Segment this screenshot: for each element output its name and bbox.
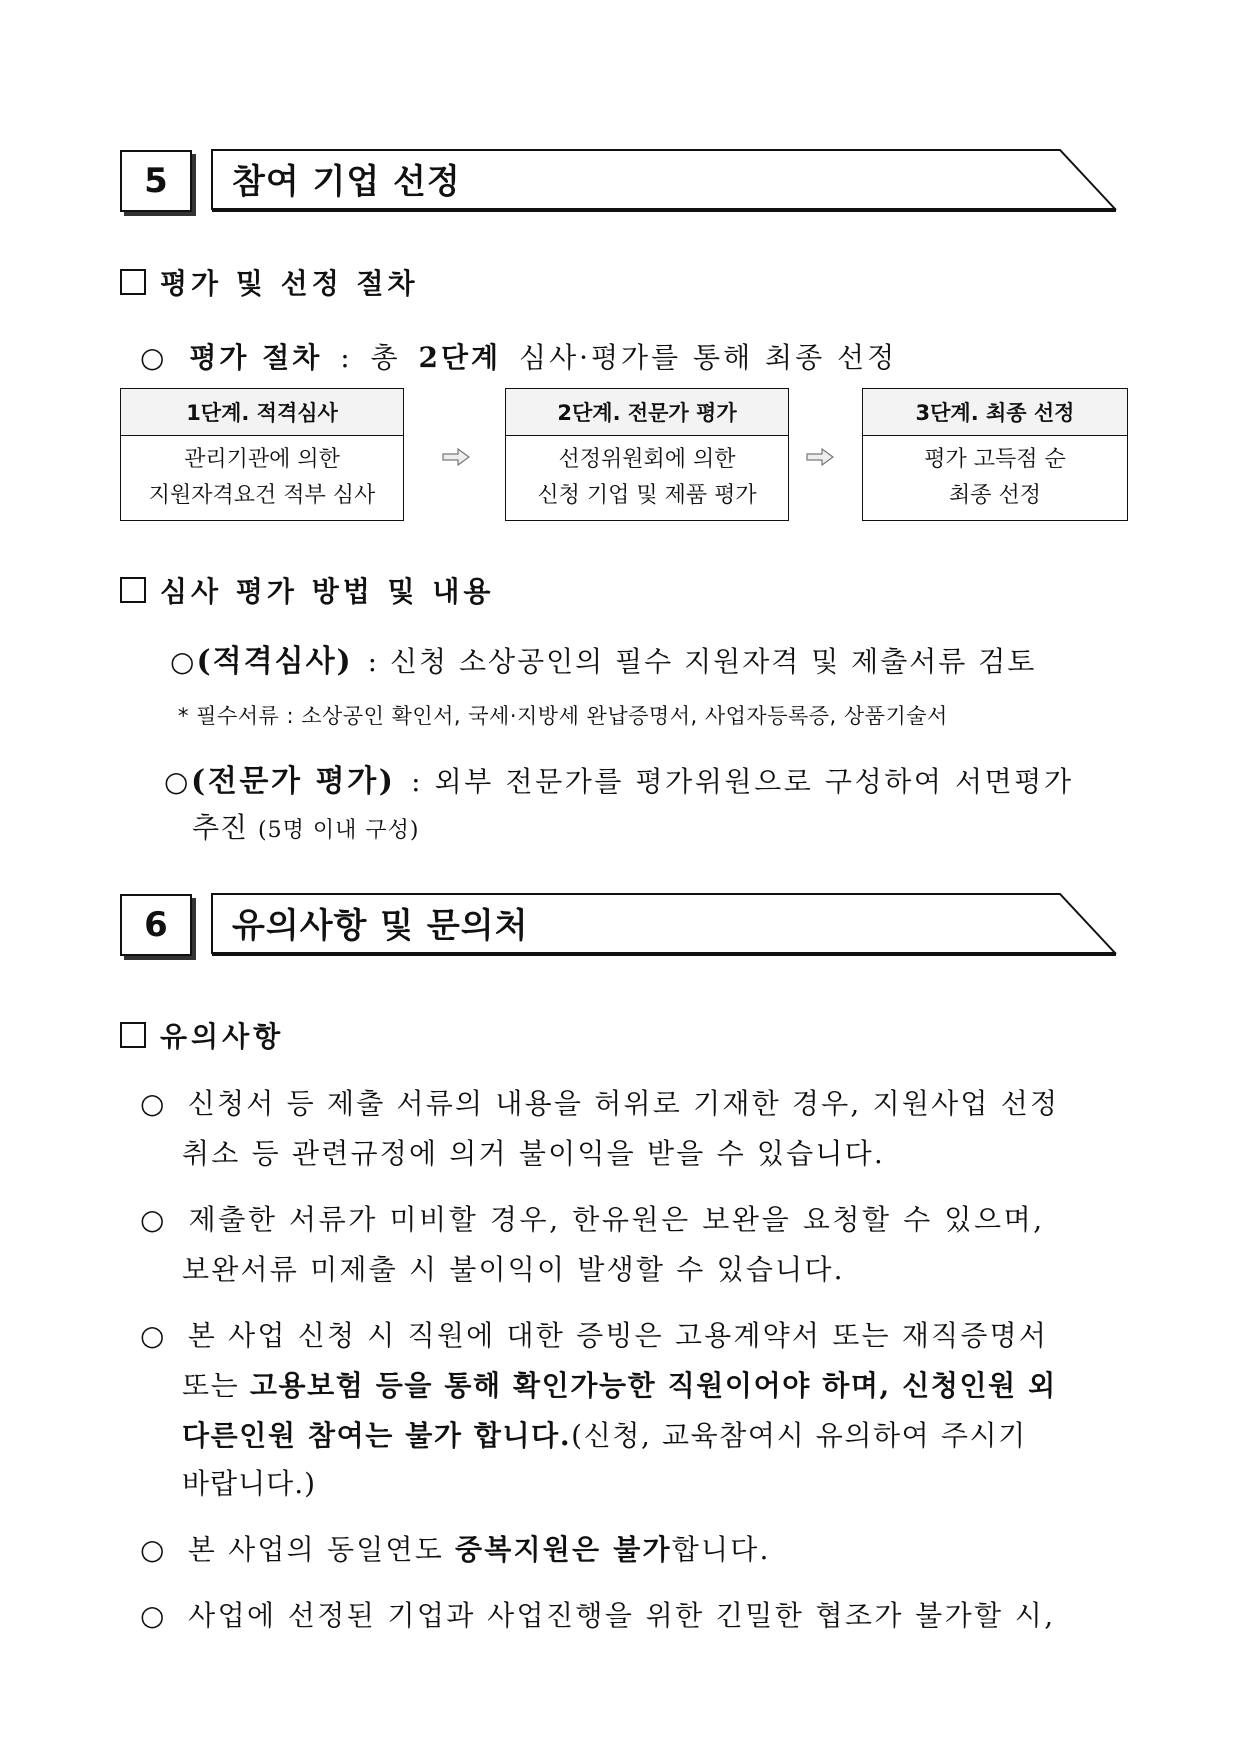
method-item-2 bbox=[164, 756, 1074, 800]
procedure-label: 평가 절차 bbox=[189, 341, 323, 374]
notice-heading bbox=[120, 1015, 284, 1055]
section-5-title-frame bbox=[210, 148, 1120, 214]
notice-item-3-line2 bbox=[182, 1364, 1057, 1404]
bullet-circle: ○ bbox=[140, 1203, 168, 1236]
bullet-circle: ○ bbox=[140, 1599, 167, 1632]
procedure-pre: 총 bbox=[370, 341, 401, 374]
notice-heading-text: 유의사항 bbox=[160, 1020, 285, 1053]
step-2-line2: 신청 기업 및 제품 평가 bbox=[537, 483, 757, 508]
procedure-bold: 2단계 bbox=[418, 341, 502, 374]
notice-item-3-line3-rest: (신청, 교육참여시 유의하여 주시기 bbox=[571, 1419, 1027, 1452]
step-1-line1: 관리기관에 의한 bbox=[184, 447, 340, 472]
notice-item-2 bbox=[140, 1198, 1045, 1238]
notice-item-3-line3 bbox=[182, 1414, 1027, 1454]
step-3-line2: 최종 선정 bbox=[948, 483, 1041, 508]
section-5-number: 5 bbox=[120, 150, 192, 212]
method-heading bbox=[120, 570, 494, 610]
step-2-body bbox=[506, 436, 788, 520]
notice-item-3-line1: 본 사업 신청 시 직원에 대한 증빙은 고용계약서 또는 재직증명서 bbox=[187, 1319, 1049, 1352]
method-item-2-text: : 외부 전문가를 평가위원으로 구성하여 서면평가 bbox=[411, 765, 1074, 798]
notice-item-4-pre: 본 사업의 동일연도 bbox=[187, 1533, 444, 1566]
checkbox-square-icon bbox=[120, 577, 146, 603]
arrow-right-icon bbox=[806, 448, 834, 466]
step-2-box bbox=[505, 388, 789, 521]
notice-item-1 bbox=[140, 1082, 1059, 1122]
notice-item-3-line3-bold: 다른인원 참여는 불가 합니다. bbox=[182, 1419, 572, 1452]
step-3-title: 3단계. 최종 선정 bbox=[863, 389, 1127, 436]
notice-item-5-line1: 사업에 선정된 기업과 사업진행을 위한 긴밀한 협조가 불가할 시, bbox=[188, 1599, 1056, 1632]
notice-item-3-line2-bold: 고용보험 등을 통해 확인가능한 직원이어야 하며, 신청인원 외 bbox=[249, 1369, 1057, 1402]
notice-item-4-bold: 중복지원은 불가 bbox=[455, 1533, 672, 1566]
checkbox-square-icon bbox=[120, 1022, 146, 1048]
procedure-line bbox=[140, 336, 897, 376]
method-heading-text: 심사 평가 방법 및 내용 bbox=[160, 575, 495, 608]
step-2-title: 2단계. 전문가 평가 bbox=[506, 389, 788, 436]
notice-item-4 bbox=[140, 1528, 771, 1568]
method-item-2-line2-small: (5명 이내 구성) bbox=[258, 818, 420, 843]
method-item-2-line2 bbox=[192, 806, 419, 846]
bullet-circle: ○ bbox=[140, 1319, 167, 1352]
procedure-heading bbox=[120, 262, 419, 302]
method-item-2-line2-text: 추진 bbox=[192, 811, 249, 844]
step-2-line1: 선정위원회에 의한 bbox=[558, 447, 736, 472]
step-1-box bbox=[120, 388, 404, 521]
step-3-line1: 평가 고득점 순 bbox=[924, 447, 1066, 472]
notice-item-4-post: 합니다. bbox=[671, 1533, 771, 1566]
method-item-2-label: (전문가 평가) bbox=[191, 764, 396, 799]
bullet-circle: ○ bbox=[140, 1533, 167, 1566]
bullet-circle: ○ bbox=[140, 341, 168, 374]
bullet-circle: ○ bbox=[140, 1087, 167, 1120]
notice-item-1-line1: 신청서 등 제출 서류의 내용을 허위로 기재한 경우, 지원사업 선정 bbox=[187, 1087, 1060, 1120]
notice-item-1-line2: 취소 등 관련규정에 의거 불이익을 받을 수 있습니다. bbox=[182, 1137, 886, 1170]
notice-item-3-line2-pre: 또는 bbox=[182, 1369, 240, 1402]
method-item-1-label: (적격심사) bbox=[196, 644, 353, 679]
procedure-rest: 심사·평가를 통해 최종 선정 bbox=[519, 341, 898, 374]
step-1-title: 1단계. 적격심사 bbox=[121, 389, 403, 436]
step-1-line2: 지원자격요건 적부 심사 bbox=[148, 483, 376, 508]
procedure-sep: : bbox=[340, 341, 353, 374]
section-6-title-frame bbox=[210, 892, 1120, 958]
notice-item-2-line2: 보완서류 미제출 시 불이익이 발생할 수 있습니다. bbox=[182, 1253, 845, 1286]
method-item-1-text: : 신청 소상공인의 필수 지원자격 및 제출서류 검토 bbox=[367, 645, 1037, 678]
step-3-box bbox=[862, 388, 1128, 521]
notice-item-3 bbox=[140, 1314, 1048, 1354]
step-3-body bbox=[863, 436, 1127, 520]
arrow-right-icon bbox=[442, 448, 470, 466]
bullet-circle: ○ bbox=[170, 645, 197, 678]
notice-item-5 bbox=[140, 1594, 1056, 1634]
procedure-heading-text: 평가 및 선정 절차 bbox=[160, 267, 419, 300]
section-6-number: 6 bbox=[120, 894, 192, 956]
section-6-title: 유의사항 및 문의처 bbox=[232, 906, 529, 946]
checkbox-square-icon bbox=[120, 269, 146, 295]
notice-item-3-line4: 바랍니다.) bbox=[182, 1467, 317, 1500]
step-1-body bbox=[121, 436, 403, 520]
bullet-circle: ○ bbox=[164, 765, 192, 798]
section-5-title: 참여 기업 선정 bbox=[232, 162, 461, 202]
notice-item-2-line1: 제출한 서류가 미비할 경우, 한유원은 보완을 요청할 수 있으며, bbox=[188, 1203, 1045, 1236]
required-docs-note: * 필수서류 : 소상공인 확인서, 국세·지방세 완납증명서, 사업자등록증, 상품기술서 bbox=[178, 704, 948, 728]
method-item-1 bbox=[170, 636, 1036, 680]
